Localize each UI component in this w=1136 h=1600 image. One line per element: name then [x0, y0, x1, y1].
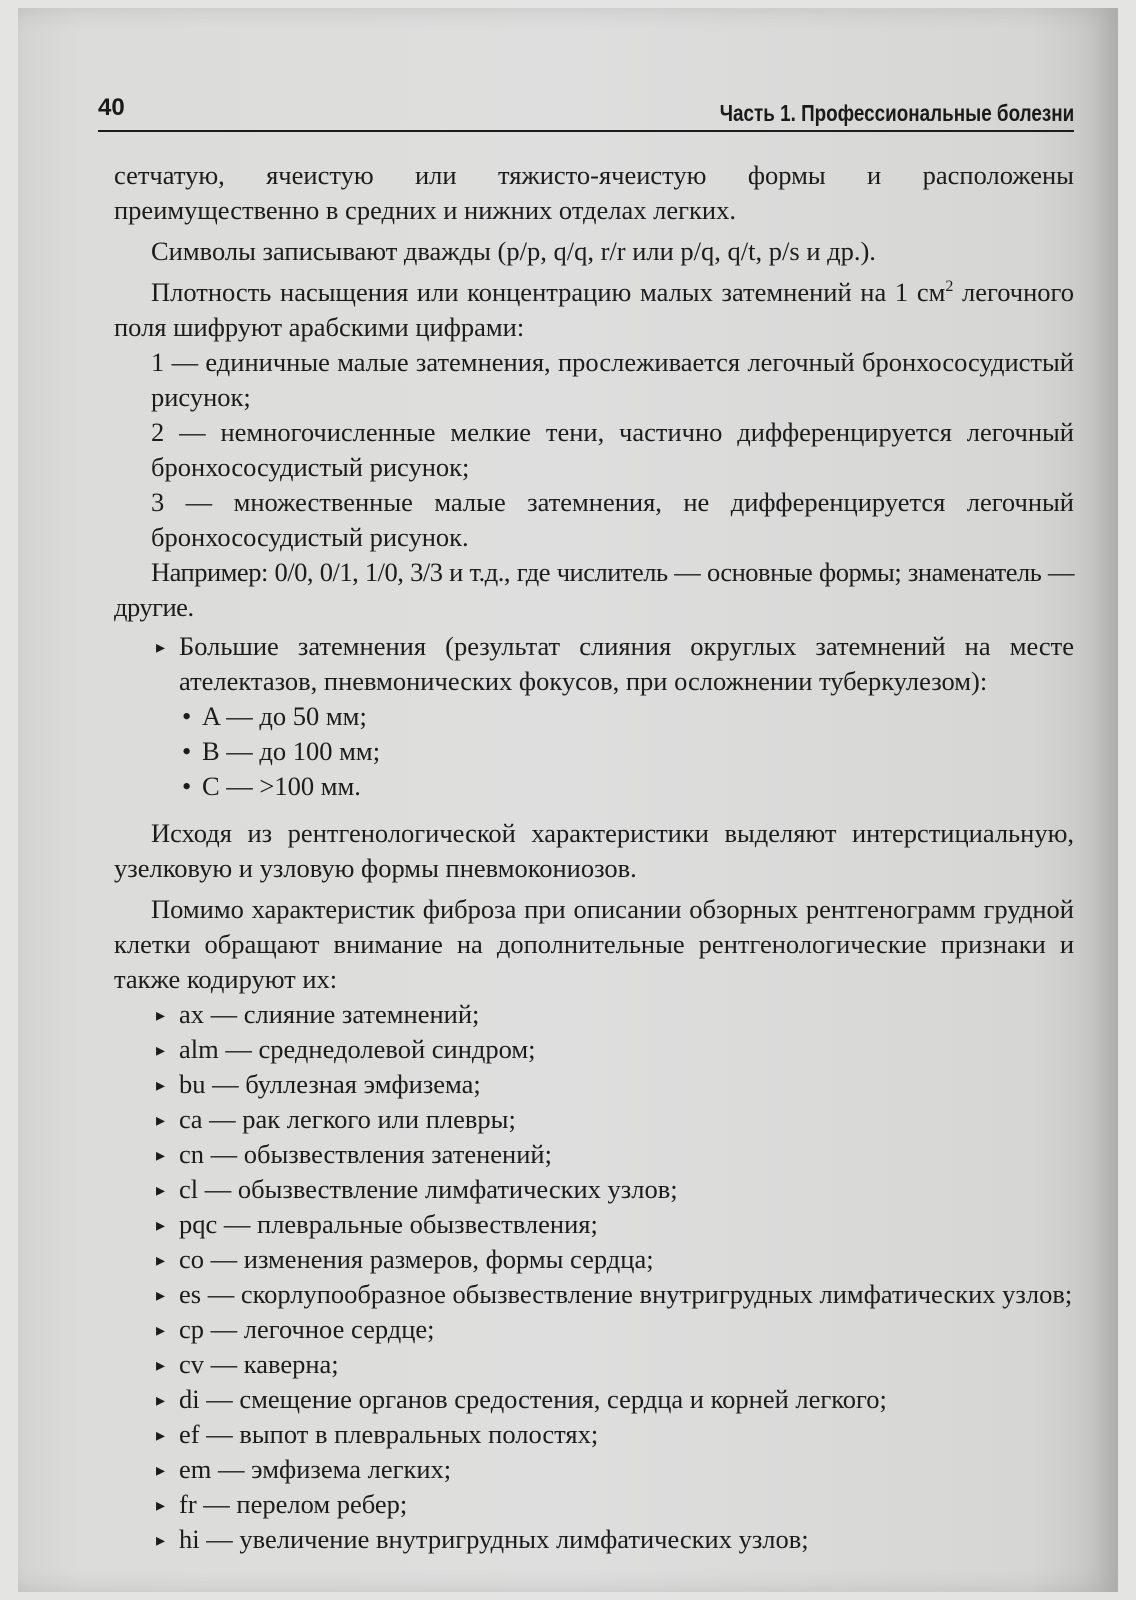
list-item — [114, 629, 1074, 699]
right-triangle-bullet-icon: ▸ — [156, 1075, 166, 1095]
list-item — [114, 1067, 1074, 1102]
paragraph-forms: Исходя из рентгенологической характеристики выделяют интерстициальную, узелковую и узловую формы пневмокониозов. — [114, 818, 1074, 883]
list-item — [114, 997, 1074, 1032]
paragraph-continuation: сетчатую, ячеистую или тяжисто-ячеистую формы и расположены преимущественно в средних и нижних отделах легких. — [114, 160, 1074, 225]
list-item — [114, 1207, 1074, 1242]
code-bu: bu — буллезная эмфизема; — [179, 1069, 481, 1099]
large-opacities-text: Большие затемнения (результат слияния округлых затемнений на месте ателектазов, пневмонических фокусов, при осложнении туберкулезом): — [179, 631, 1074, 696]
page-number: 40 — [98, 94, 125, 121]
right-triangle-bullet-icon: ▸ — [156, 1320, 166, 1340]
code-cp: cp — легочное сердце; — [179, 1314, 435, 1344]
right-triangle-bullet-icon: ▸ — [156, 1355, 166, 1375]
list-item — [114, 1242, 1074, 1277]
code-ef: ef — выпот в плевральных полостях; — [179, 1419, 599, 1449]
code-cv: cv — каверна; — [179, 1349, 339, 1379]
right-triangle-bullet-icon: ▸ — [156, 1145, 166, 1165]
right-triangle-bullet-icon: ▸ — [156, 1285, 166, 1305]
list-item — [114, 734, 1074, 769]
size-categories-list — [114, 699, 1074, 804]
list-item — [114, 1277, 1074, 1312]
right-triangle-bullet-icon: ▸ — [156, 1390, 166, 1410]
list-item — [114, 1522, 1074, 1557]
density-item-3: 3 — множественные малые затемнения, не дифференцируется легочный бронхососудистый рисунок. — [151, 487, 1074, 552]
density-item-1: 1 — единичные малые затемнения, прослеживается легочный бронхососудистый рисунок; — [151, 347, 1074, 412]
list-item — [114, 1102, 1074, 1137]
right-triangle-bullet-icon: ▸ — [156, 637, 166, 657]
codes-list — [114, 997, 1074, 1557]
right-triangle-bullet-icon: ▸ — [156, 1460, 166, 1480]
code-ca: ca — рак легкого или плевры; — [179, 1104, 516, 1134]
list-item — [114, 1382, 1074, 1417]
list-item — [114, 1417, 1074, 1452]
page-header — [98, 80, 1074, 132]
size-category-b: B — до 100 мм; — [202, 736, 381, 766]
list-item — [114, 1172, 1074, 1207]
right-triangle-bullet-icon: ▸ — [156, 1005, 166, 1025]
list-item — [114, 1347, 1074, 1382]
code-ax: ax — слияние затемнений; — [179, 999, 480, 1029]
paragraph-example: Например: 0/0, 0/1, 1/0, 3/3 и т.д., где числитель — основные формы; знаменатель — другие. — [114, 557, 1074, 622]
right-triangle-bullet-icon: ▸ — [156, 1215, 166, 1235]
right-triangle-bullet-icon: ▸ — [156, 1110, 166, 1130]
right-triangle-bullet-icon: ▸ — [156, 1530, 166, 1550]
list-item — [114, 769, 1074, 804]
density-item-2: 2 — немногочисленные мелкие тени, частично дифференцируется легочный бронхососудистый рисунок; — [151, 417, 1074, 482]
size-category-a: A — до 50 мм; — [202, 701, 367, 731]
code-fr: fr — перелом ребер; — [179, 1489, 408, 1519]
middle-dot-icon: • — [182, 771, 192, 801]
code-cn: cn — обызвествления затенений; — [179, 1139, 552, 1169]
list-item — [114, 1032, 1074, 1067]
right-triangle-bullet-icon: ▸ — [156, 1495, 166, 1515]
right-triangle-bullet-icon: ▸ — [156, 1040, 166, 1060]
page-body — [114, 158, 1074, 1557]
paragraph-symbols: Символы записывают дважды (p/p, q/q, r/r или p/q, q/t, p/s и др.). — [151, 236, 876, 266]
list-item — [114, 1487, 1074, 1522]
code-co: co — изменения размеров, формы сердца; — [179, 1244, 654, 1274]
middle-dot-icon: • — [182, 736, 192, 766]
large-opacities-list — [114, 629, 1074, 699]
size-category-c: C — >100 мм. — [202, 771, 361, 801]
code-es: es — скорлупообразное обызвествление внутригрудных лимфатических узлов; — [179, 1279, 1073, 1309]
list-item — [114, 1452, 1074, 1487]
right-triangle-bullet-icon: ▸ — [156, 1250, 166, 1270]
code-di: di — смещение органов средостения, сердца и корней легкого; — [179, 1384, 887, 1414]
code-cl: cl — обызвествление лимфатических узлов; — [179, 1174, 678, 1204]
density-text-start: Плотность насыщения или концентрацию малых затемнений на 1 см — [151, 277, 946, 307]
right-triangle-bullet-icon: ▸ — [156, 1425, 166, 1445]
code-em: em — эмфизема легких; — [179, 1454, 452, 1484]
code-pqc: pqc — плевральные обызвествления; — [179, 1209, 598, 1239]
list-item — [114, 699, 1074, 734]
density-text-end: легочного поля шифруют арабскими цифрами: — [114, 277, 1074, 342]
paragraph-additional-signs: Помимо характеристик фиброза при описании обзорных рентгенограмм грудной клетки обращают внимание на дополнительные рентгенологические признаки и также кодируют их: — [114, 894, 1074, 994]
list-item — [114, 1312, 1074, 1347]
superscript-2: 2 — [945, 278, 954, 296]
middle-dot-icon: • — [182, 701, 192, 731]
right-triangle-bullet-icon: ▸ — [156, 1180, 166, 1200]
book-page — [18, 8, 1118, 1592]
code-hi: hi — увеличение внутригрудных лимфатических узлов; — [179, 1524, 809, 1554]
paragraph-density — [114, 275, 1074, 345]
code-alm: alm — среднедолевой синдром; — [179, 1034, 536, 1064]
running-head: Часть 1. Профессиональные болезни — [719, 100, 1074, 126]
list-item — [114, 1137, 1074, 1172]
